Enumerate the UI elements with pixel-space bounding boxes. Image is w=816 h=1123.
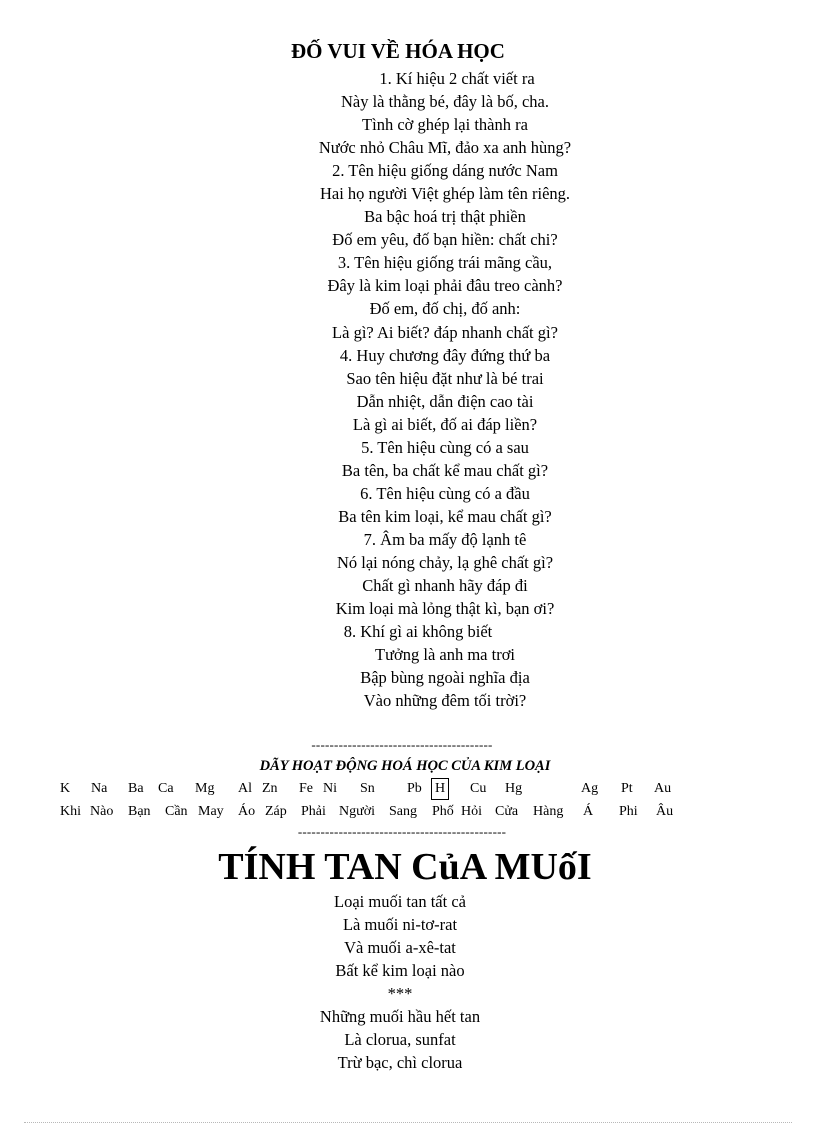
solubility-line: Là muối ni-tơ-rat: [342, 915, 458, 935]
riddle-line: 4. Huy chương đây đứng thứ ba: [339, 345, 551, 365]
solubility-line: Và muối a-xê-tat: [344, 938, 456, 958]
element-symbol: Ag: [581, 781, 599, 796]
riddle-line: Bập bùng ngoài nghĩa địa: [360, 668, 530, 688]
element-symbol: Al: [238, 781, 252, 796]
riddle-line: Dẫn nhiệt, dẫn điện cao tài: [356, 391, 534, 411]
riddle-line: Vào những đêm tối trời?: [363, 691, 527, 711]
element-symbol: Na: [91, 781, 108, 796]
mnemonic-word: Người: [339, 804, 375, 819]
solubility-line: Là clorua, sunfat: [344, 1030, 456, 1050]
element-symbol: Pt: [621, 781, 633, 796]
riddle-line: 7. Âm ba mấy độ lạnh tê: [363, 529, 527, 549]
riddle-line: Nó lại nóng chảy, lạ ghê chất gì?: [336, 552, 554, 572]
mnemonic-word: Âu: [656, 804, 674, 819]
solubility-line: Những muối hầu hết tan: [319, 1007, 481, 1027]
separator-line: ----------------------------------------: [311, 737, 493, 752]
riddle-line: Hai họ người Việt ghép làm tên riêng.: [319, 184, 571, 204]
riddle-line: Là gì? Ai biết? đáp nhanh chất gì?: [332, 322, 558, 342]
solubility-title: TÍNH TAN CủA MUốI: [218, 846, 592, 888]
element-symbol: Cu: [470, 781, 487, 796]
riddle-line: Đố em yêu, đố bạn hiền: chất chi?: [332, 230, 558, 250]
riddle-line: Này là thằng bé, đây là bố, cha.: [340, 92, 549, 112]
riddle-line: Tưởng là anh ma trơi: [374, 645, 516, 665]
riddle-line: Ba tên kim loại, kể mau chất gì?: [338, 506, 552, 526]
element-symbol-boxed: H: [435, 781, 446, 796]
mnemonic-word: Záp: [265, 804, 287, 819]
mnemonic-word: Áo: [238, 804, 256, 819]
riddle-line: Đố em, đố chị, đố anh:: [369, 299, 521, 319]
solubility-line: Trừ bạc, chì clorua: [337, 1053, 463, 1073]
riddle-line: Tình cờ ghép lại thành ra: [362, 115, 528, 135]
riddle-line: 8. Khí gì ai không biết: [343, 622, 493, 642]
riddle-line: Ba bậc hoá trị thật phiền: [364, 207, 526, 227]
mnemonic-word: May: [198, 804, 224, 819]
mnemonic-word: Sang: [389, 804, 417, 819]
riddle-line: Ba tên, ba chất kể mau chất gì?: [341, 460, 549, 480]
riddle-line: Đây là kim loại phải đâu treo cành?: [327, 276, 563, 296]
element-symbol: Ca: [158, 781, 174, 796]
element-symbol: Pb: [407, 781, 422, 796]
element-symbol: Hg: [505, 781, 523, 796]
element-symbol: Au: [654, 781, 672, 796]
stanza-divider: ***: [387, 984, 413, 1004]
mnemonic-word: Á: [583, 804, 594, 819]
riddle-line: Kim loại mà lỏng thật kì, bạn ơi?: [335, 599, 555, 619]
document-title: ĐỐ VUI VỀ HÓA HỌC: [291, 39, 505, 63]
riddle-line: Sao tên hiệu đặt như là bé trai: [346, 368, 544, 388]
mnemonic-word: Phi: [619, 804, 638, 819]
element-symbol: K: [60, 781, 71, 796]
mnemonic-word: Phải: [301, 804, 326, 819]
element-symbol: Fe: [299, 781, 313, 796]
element-symbol: Sn: [360, 781, 375, 796]
mnemonic-word: Khi: [60, 804, 81, 819]
element-symbol: Zn: [262, 781, 278, 796]
mnemonic-word: Nào: [90, 804, 114, 819]
solubility-poem: [250, 890, 550, 1074]
riddle-line: 5. Tên hiệu cùng có a sau: [361, 437, 529, 457]
mnemonic-word: Cần: [165, 804, 188, 819]
riddle-line: 1. Kí hiệu 2 chất viết ra: [379, 69, 535, 88]
separator-line: ----------------------------------------------: [297, 824, 507, 839]
riddle-line: 2. Tên hiệu giống dáng nước Nam: [332, 161, 558, 181]
element-symbol: Ni: [323, 781, 337, 796]
element-symbol: Ba: [128, 781, 144, 796]
riddle-line: 6. Tên hiệu cùng có a đầu: [360, 483, 530, 503]
mnemonic-word: Hỏi: [461, 804, 482, 819]
solubility-line: Bất kể kim loại nào: [335, 961, 465, 981]
riddle-line: 3. Tên hiệu giống trái mãng cầu,: [337, 253, 553, 273]
activity-series-title: DÃY HOẠT ĐỘNG HOÁ HỌC CỦA KIM LOẠI: [259, 758, 551, 774]
mnemonic-word: Bạn: [128, 804, 151, 819]
riddle-poem: [200, 67, 690, 712]
element-symbol: Mg: [195, 781, 215, 796]
mnemonic-word: Cửa: [495, 804, 519, 819]
mnemonic-word: Phố: [432, 804, 454, 819]
riddle-line: Nước nhỏ Châu Mĩ, đảo xa anh hùng?: [318, 138, 572, 158]
riddle-line: Là gì ai biết, đố ai đáp liền?: [352, 414, 538, 434]
mnemonic-word: Hàng: [533, 804, 564, 819]
solubility-line: Loại muối tan tất cả: [334, 892, 466, 911]
riddle-line: Chất gì nhanh hãy đáp đi: [362, 576, 528, 596]
